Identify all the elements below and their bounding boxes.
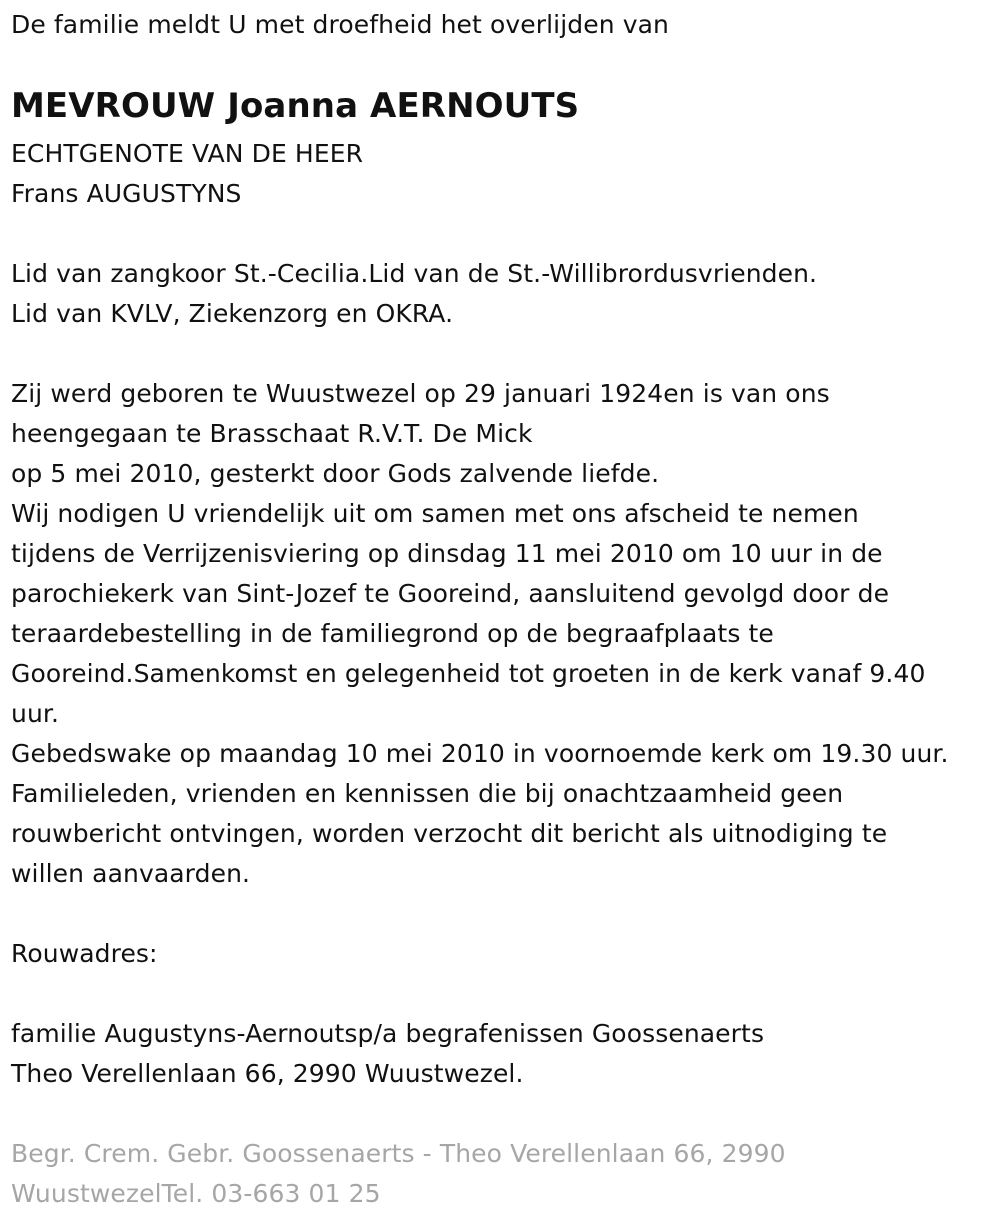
body-line: heengegaan te Brasschaat R.V.T. De Mick <box>11 419 533 448</box>
footer-line: Begr. Crem. Gebr. Goossenaerts - Theo Verellenlaan 66, 2990 <box>11 1139 786 1168</box>
body-line: willen aanvaarden. <box>11 859 251 888</box>
membership-line: Lid van KVLV, Ziekenzorg en OKRA. <box>11 299 454 328</box>
body-line: teraardebestelling in de familiegrond op de begraafplaats te <box>11 619 774 648</box>
spouse-name: Frans AUGUSTYNS <box>11 179 242 208</box>
body-line: rouwbericht ontvingen, worden verzocht dit bericht als uitnodiging te <box>11 819 888 848</box>
deceased-name: MEVROUW Joanna AERNOUTS <box>11 86 580 126</box>
body-line: Gebedswake op maandag 10 mei 2010 in voornoemde kerk om 19.30 uur. <box>11 739 949 768</box>
body-line: Gooreind.Samenkomst en gelegenheid tot groeten in de kerk vanaf 9.40 <box>11 659 926 688</box>
body-line: Zij werd geboren te Wuustwezel op 29 januari 1924en is van ons <box>11 379 830 408</box>
address-label: Rouwadres: <box>11 939 158 968</box>
body-line: parochiekerk van Sint-Jozef te Gooreind, aansluitend gevolgd door de <box>11 579 890 608</box>
body-line: uur. <box>11 699 60 728</box>
body-line: op 5 mei 2010, gesterkt door Gods zalvende liefde. <box>11 459 660 488</box>
body-line: Familieleden, vrienden en kennissen die bij onachtzaamheid geen <box>11 779 844 808</box>
intro-text: De familie meldt U met droefheid het overlijden van <box>11 10 669 39</box>
body-line: tijdens de Verrijzenisviering op dinsdag 11 mei 2010 om 10 uur in de <box>11 539 883 568</box>
body-line: Wij nodigen U vriendelijk uit om samen met ons afscheid te nemen <box>11 499 859 528</box>
membership-line: Lid van zangkoor St.-Cecilia.Lid van de St.-Willibrordusvrienden. <box>11 259 818 288</box>
footer-line: WuustwezelTel. 03-663 01 25 <box>11 1179 381 1208</box>
spouse-title: ECHTGENOTE VAN DE HEER <box>11 139 364 168</box>
address-line: Theo Verellenlaan 66, 2990 Wuustwezel. <box>11 1059 524 1088</box>
address-line: familie Augustyns-Aernoutsp/a begrafenissen Goossenaerts <box>11 1019 765 1048</box>
